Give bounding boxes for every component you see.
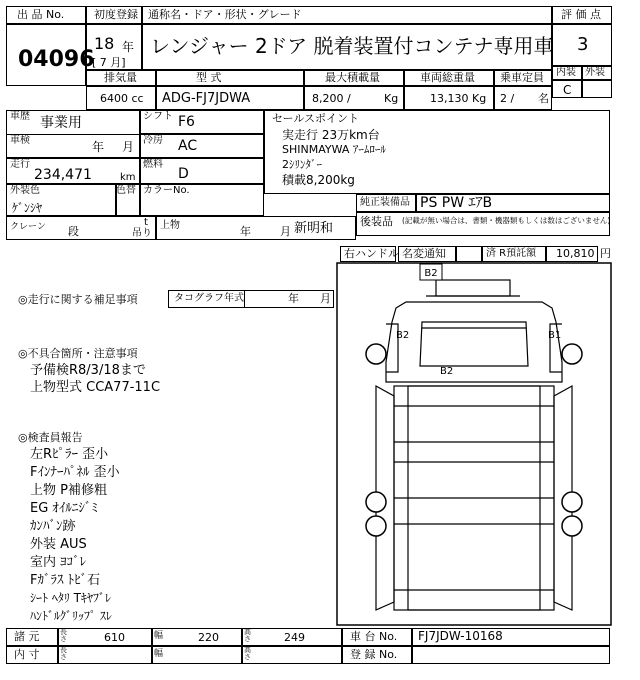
inspection-year: 年 <box>92 140 105 154</box>
inspection-label: 車検 <box>10 135 30 146</box>
interior-label: 内装 <box>556 67 576 78</box>
score-value: 3 <box>577 34 589 55</box>
inspector-line: 左Rﾋﾟﾗｰ 歪小 <box>30 447 109 462</box>
inspector-line: ｼｰﾄ ﾍﾀﾘ Tｷﾔﾌﾞﾚ <box>30 591 111 605</box>
fuel-label: 燃料 <box>143 159 163 170</box>
in-length-cell <box>58 646 152 664</box>
chassis-value: FJ7JDW-10168 <box>418 629 503 643</box>
capacity-label: 乗車定員 <box>500 71 544 84</box>
interior-score: C <box>563 83 572 97</box>
tacho-divider <box>244 290 245 308</box>
inspector-line: ﾊﾝﾄﾞﾙｸﾞﾘｯﾌﾟ ｽﾚ <box>30 609 112 623</box>
ownership-change-label: 名変通知 <box>402 247 446 260</box>
mileage-unit: km <box>120 172 136 183</box>
in-length-label: 長さ <box>60 646 67 661</box>
body-year: 年 <box>240 225 251 238</box>
first-reg-month: [ 7 月] <box>92 56 126 69</box>
interior-dims-label: 内 寸 <box>14 648 40 661</box>
color-change-label: 色替 <box>116 185 136 196</box>
inspector-line: 外装 AUS <box>30 537 87 552</box>
model-label: 型 式 <box>196 71 222 84</box>
max-load-unit: Kg <box>384 92 399 105</box>
inspector-line: ｶﾝﾊﾞﾝ跡 <box>30 519 76 534</box>
exterior-label: 外装 <box>585 67 605 78</box>
dims-label: 諸 元 <box>14 630 40 643</box>
inspector-line: 室内 ﾖｺﾞﾚ <box>30 555 87 570</box>
inspection-month: 月 <box>122 140 135 154</box>
sales-point-line: SHINMAYWA ｱｰﾑﾛｰﾙ <box>282 143 386 156</box>
max-load-value: 8,200 / <box>312 92 351 105</box>
inspector-line: EG ｵｲﾙﾆｼﾞﾐ <box>30 501 98 516</box>
first-reg-label: 初度登録 <box>94 8 138 21</box>
recycle-amount: 10,810 <box>556 247 595 260</box>
body-label: 上物 <box>160 220 180 231</box>
shift-label: シフト <box>143 111 173 122</box>
damage-mark: B2 <box>396 330 410 341</box>
sales-point-line: 積載8,200kg <box>282 173 355 187</box>
crane-stage: 段 <box>68 225 79 238</box>
fuel-value: D <box>178 166 189 182</box>
length-label: 長さ <box>60 628 67 643</box>
width-value: 220 <box>198 631 219 644</box>
capacity-unit: 名 <box>538 92 549 105</box>
genuine-value: PS PW ｴｱB <box>420 195 493 211</box>
lot-number: 04096 <box>18 47 95 72</box>
inspector-line: Fｲﾝﾅｰﾊﾟﾈﾙ 歪小 <box>30 465 120 480</box>
in-width-label: 幅 <box>154 649 164 659</box>
year-unit: 年 <box>122 40 135 54</box>
inspector-label: ◎検査員報告 <box>18 431 83 444</box>
displacement-label: 排気量 <box>104 71 137 84</box>
in-width-cell <box>152 646 242 664</box>
name-label: 通称名・ドア・形状・グレード <box>148 8 302 21</box>
tacho-label: タコグラフ年式 <box>174 293 244 304</box>
color-no-label: カラーNo. <box>143 185 190 196</box>
ac-label: 冷房 <box>143 135 163 146</box>
exterior-score-cell <box>582 80 612 98</box>
body-month: 月 <box>280 225 291 238</box>
sales-points-label: セールスポイント <box>272 112 360 125</box>
model-value: ADG-FJ7JDWA <box>162 91 251 106</box>
color-label: 外装色 <box>10 185 40 196</box>
capacity-value: 2 / <box>500 92 515 105</box>
mileage-label: 走行 <box>10 159 30 170</box>
genuine-label: 純正装備品 <box>360 197 410 208</box>
reg-cell <box>412 646 610 664</box>
height-label: 高さ <box>244 628 251 643</box>
reg-label: 登 録 No. <box>350 648 398 661</box>
gross-weight-value: 13,130 Kg <box>430 92 487 105</box>
ownership-check-box <box>456 246 482 262</box>
mileage-value: 234,471 <box>34 167 92 183</box>
yen-label: 円 <box>600 247 611 260</box>
chassis-label: 車 台 No. <box>350 630 398 643</box>
displacement-value: 6400 cc <box>100 92 144 105</box>
max-load-label: 最大積載量 <box>325 71 380 84</box>
defect-line: 上物型式 CCA77-11C <box>30 380 161 395</box>
aftermarket-label: 後装品 <box>360 215 393 228</box>
inspector-line: Fｶﾞﾗｽ ﾄﾋﾞ石 <box>30 573 101 588</box>
vehicle-name: レンジャー 2ドア 脱着装置付コンテナ専用車 <box>150 34 554 58</box>
history-label: 車歴 <box>10 111 30 122</box>
sales-point-line: 2ｼﾘﾝﾀﾞｰ <box>282 158 322 171</box>
inspector-line: 上物 P補修粗 <box>30 483 107 498</box>
length-value: 610 <box>104 631 125 644</box>
vehicle-diagram <box>336 262 612 626</box>
tacho-month: 月 <box>320 292 331 305</box>
supplement-label: ◎走行に関する補足事項 <box>18 293 138 306</box>
ac-value: AC <box>178 138 198 154</box>
width-label: 幅 <box>154 631 164 641</box>
score-label: 評 価 点 <box>561 8 601 21</box>
defects-label: ◎不具合箇所・注意事項 <box>18 347 138 360</box>
model-label-cell <box>156 70 304 86</box>
sales-point-line: 実走行 23万km台 <box>282 128 380 142</box>
in-height-cell <box>242 646 342 664</box>
lot-label: 出 品 No. <box>17 8 65 21</box>
crane-hang: 吊り <box>132 228 152 239</box>
aftermarket-note: (記載が無い場合は、書類・機器類もしくは数はございません) <box>402 216 611 225</box>
damage-mark: B2 <box>440 366 454 377</box>
crane-t: t <box>144 217 148 228</box>
history-value: 事業用 <box>40 115 82 131</box>
rhd-label: 右ハンドル <box>344 247 399 260</box>
body-maker: 新明和 <box>294 221 334 236</box>
damage-mark: B2 <box>424 268 438 279</box>
tacho-year: 年 <box>288 292 299 305</box>
crane-label: クレーン <box>10 222 46 232</box>
gross-weight-label: 車両総重量 <box>420 71 475 84</box>
height-value: 249 <box>284 631 305 644</box>
width-cell <box>152 628 242 646</box>
recycle-label: 済 R預託額 <box>486 248 537 259</box>
first-reg-year: 18 <box>94 34 115 53</box>
damage-mark: B1 <box>548 330 562 341</box>
in-height-label: 高さ <box>244 646 251 661</box>
defect-line: 予備検R8/3/18まで <box>30 363 146 378</box>
shift-value: F6 <box>178 114 195 130</box>
color-value: ｹﾞﾝｼﾔ <box>12 201 43 215</box>
